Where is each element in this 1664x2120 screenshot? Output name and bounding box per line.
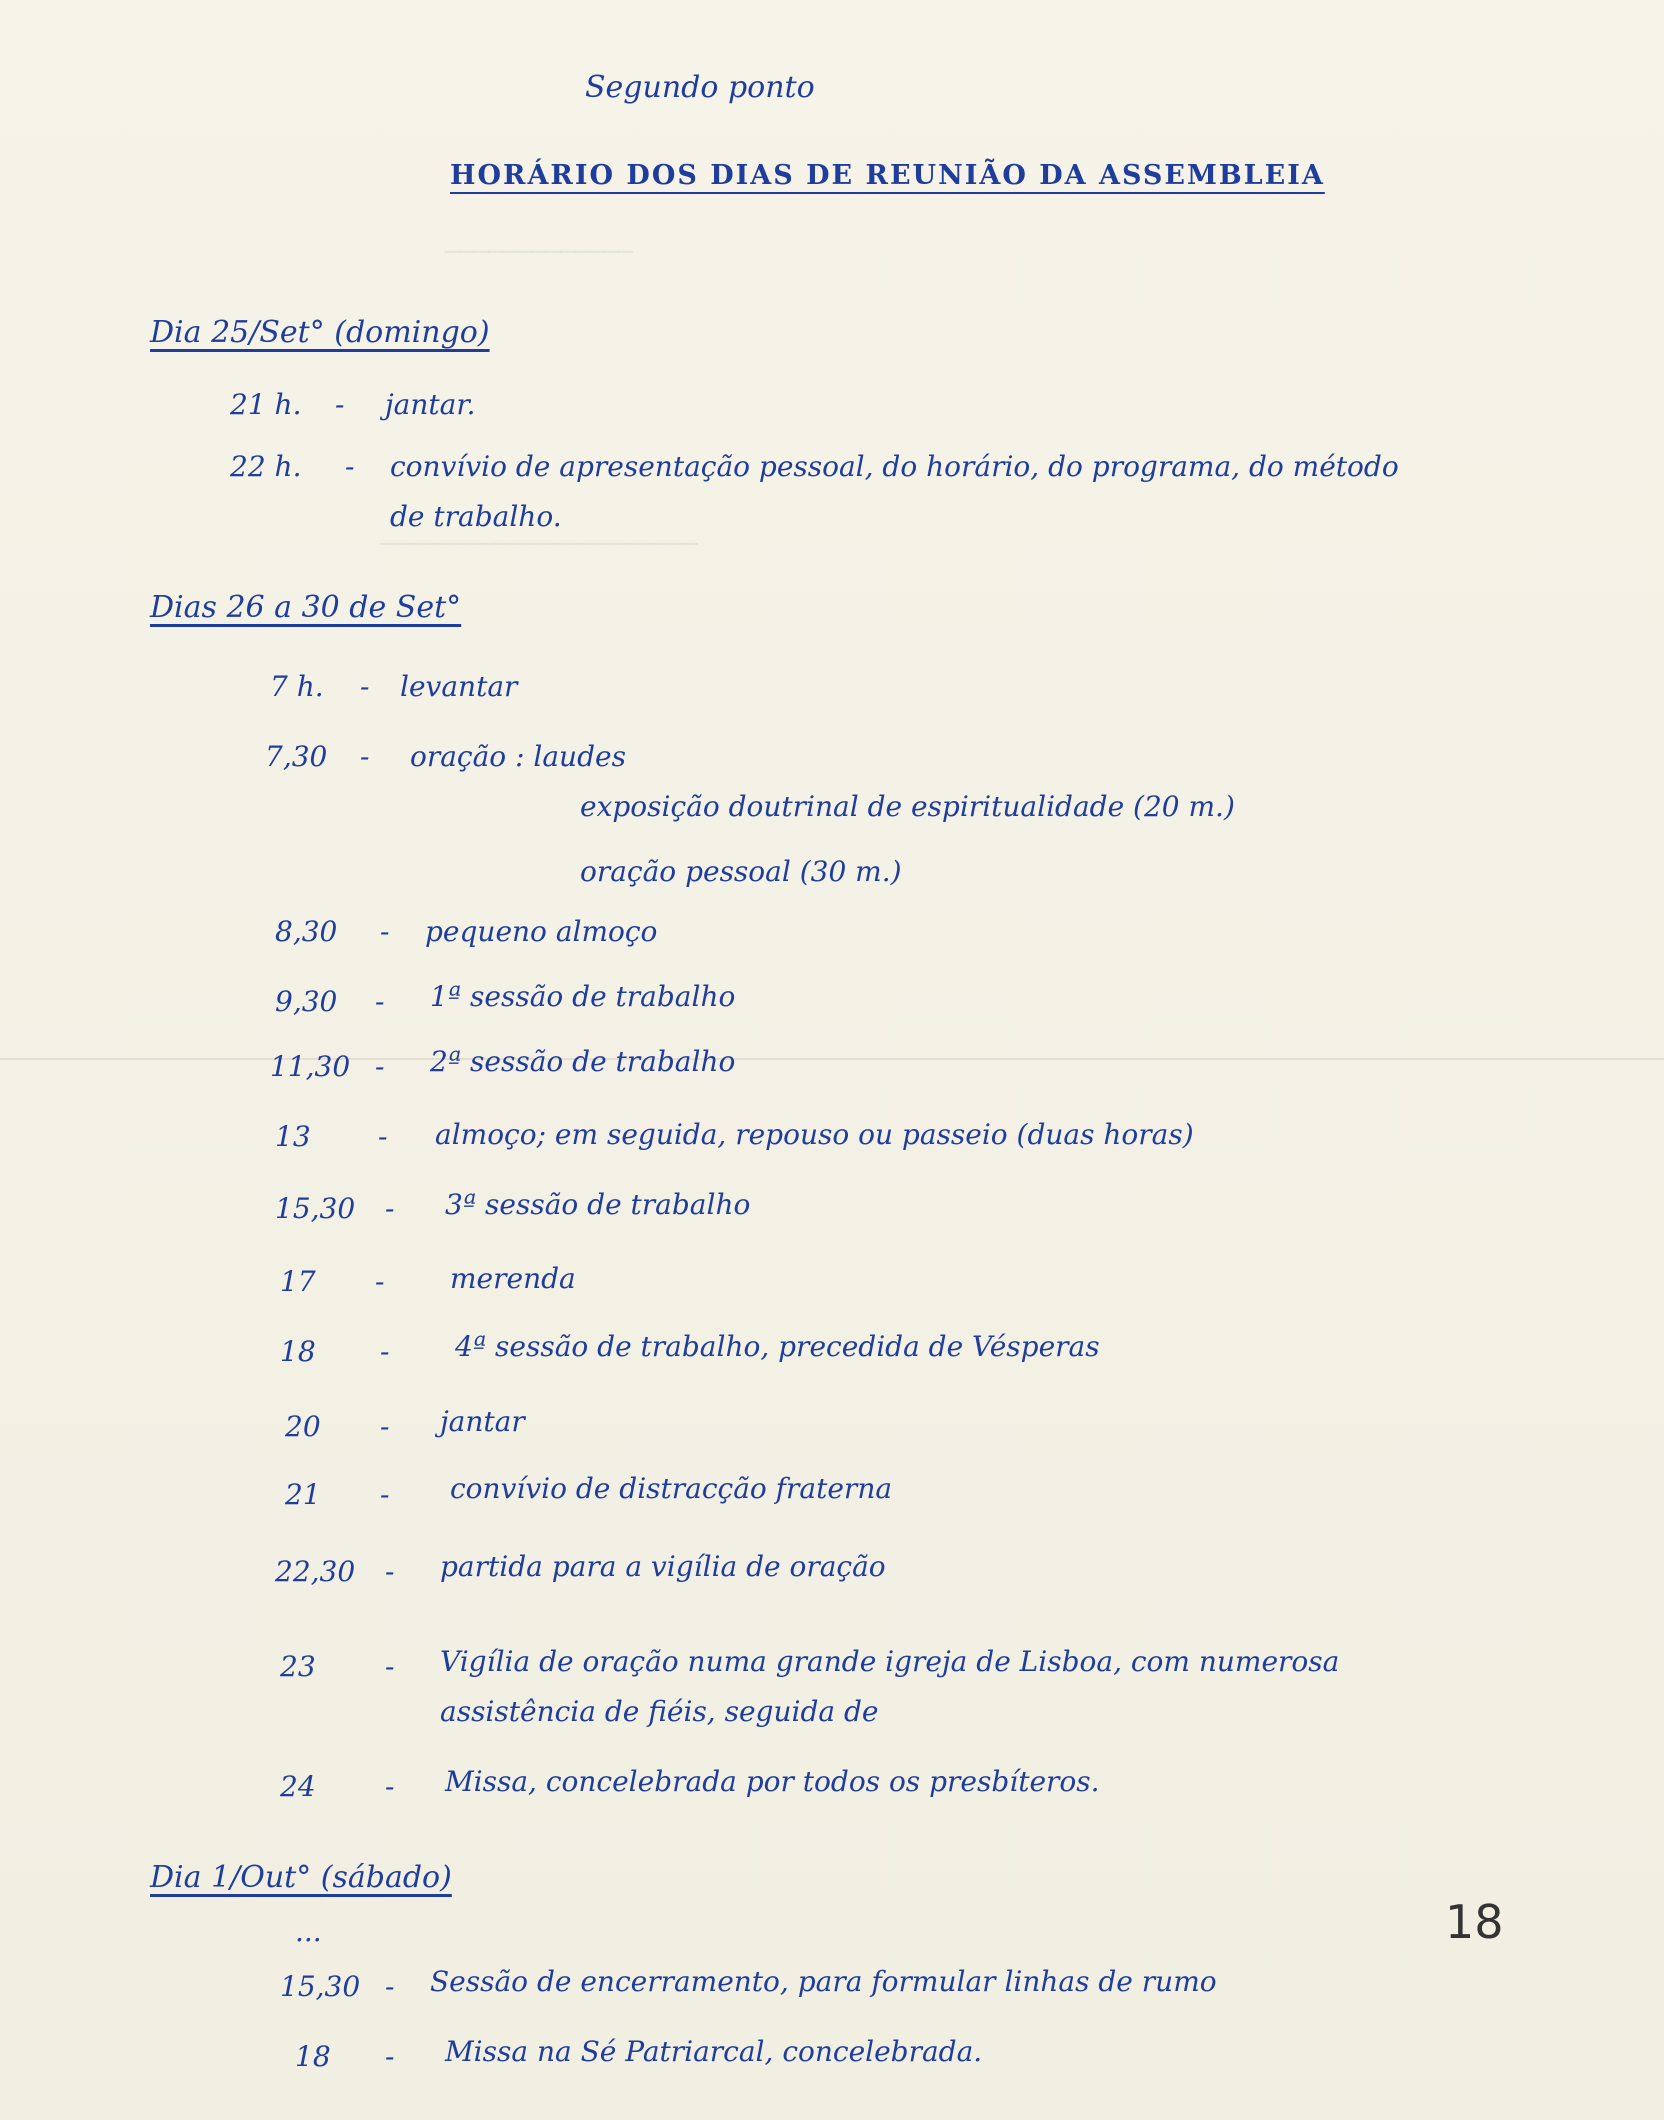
dash: - — [385, 1970, 395, 2003]
section-heading: Dias 26 a 30 de Set° — [150, 590, 462, 625]
dash: - — [380, 1410, 390, 1443]
schedule-entry: Sessão de encerramento, para formular linhas de rumo — [430, 1965, 1217, 1998]
time-label: 22 h. — [230, 450, 302, 483]
time-label: 18 — [295, 2040, 331, 2073]
time-label: 24 — [280, 1770, 316, 1803]
schedule-entry: Missa na Sé Patriarcal, concelebrada. — [445, 2035, 983, 2068]
schedule-entry: jantar — [440, 1405, 525, 1438]
schedule-entry: 1ª sessão de trabalho — [430, 980, 736, 1013]
schedule-entry: almoço; em seguida, repouso ou passeio (duas horas) — [435, 1118, 1194, 1151]
time-label: 13 — [275, 1120, 311, 1153]
schedule-entry: 4ª sessão de trabalho, precedida de Vésperas — [455, 1330, 1100, 1363]
schedule-entry: convívio de apresentação pessoal, do horário, do programa, do método — [390, 450, 1399, 483]
dash: - — [378, 1120, 388, 1153]
schedule-entry: jantar. — [385, 388, 476, 421]
schedule-entry-continuation: exposição doutrinal de espiritualidade (20 m.) — [580, 790, 1235, 823]
bleed-through-text: ────────────────────── — [380, 530, 698, 558]
page-subtitle: Segundo ponto — [585, 70, 815, 105]
page-title: HORÁRIO DOS DIAS DE REUNIÃO DA ASSEMBLEIA — [450, 160, 1325, 191]
dash: - — [385, 1770, 395, 1803]
time-label: 15,30 — [275, 1192, 356, 1225]
dash: - — [385, 1650, 395, 1683]
schedule-entry: merenda — [450, 1262, 576, 1295]
time-label: 7 h. — [270, 670, 324, 703]
schedule-entry: pequeno almoço — [425, 915, 658, 948]
paper-fold — [0, 1058, 1664, 1060]
schedule-entry: Missa, concelebrada por todos os presbíteros. — [445, 1765, 1100, 1798]
time-label: 9,30 — [275, 985, 338, 1018]
dash: - — [360, 670, 370, 703]
time-label: 17 — [280, 1265, 316, 1298]
dash: - — [380, 915, 390, 948]
time-label: 21 h. — [230, 388, 302, 421]
time-label: 18 — [280, 1335, 316, 1368]
dash: - — [385, 1192, 395, 1225]
section-heading: Dia 25/Set° (domingo) — [150, 315, 490, 350]
schedule-entry: convívio de distracção fraterna — [450, 1472, 893, 1505]
time-label: 11,30 — [270, 1050, 351, 1083]
dash: - — [375, 1265, 385, 1298]
dash: - — [335, 388, 345, 421]
time-label: 15,30 — [280, 1970, 361, 2003]
dash: - — [360, 740, 370, 773]
dash: - — [375, 1050, 385, 1083]
time-label: 22,30 — [275, 1555, 356, 1588]
schedule-entry: partida para a vigília de oração — [440, 1550, 886, 1583]
schedule-entry: 2ª sessão de trabalho — [430, 1045, 736, 1078]
section-heading: Dia 1/Out° (sábado) — [150, 1860, 452, 1895]
time-label: 21 — [285, 1478, 321, 1511]
schedule-entry-continuation: de trabalho. — [390, 500, 562, 533]
dash: - — [345, 450, 355, 483]
dash: - — [375, 985, 385, 1018]
dash: - — [385, 1555, 395, 1588]
time-label: 20 — [285, 1410, 321, 1443]
time-label: 7,30 — [265, 740, 328, 773]
page-number: 18 — [1445, 1895, 1504, 1949]
dash: - — [380, 1335, 390, 1368]
schedule-entry-continuation: oração pessoal (30 m.) — [580, 855, 902, 888]
dash: - — [385, 2040, 395, 2073]
bleed-through-text: ───────────── — [445, 238, 633, 266]
schedule-entry-continuation: assistência de fiéis, seguida de — [440, 1695, 879, 1728]
dash: - — [380, 1478, 390, 1511]
schedule-entry: Vigília de oração numa grande igreja de Lisboa, com numerosa — [440, 1645, 1340, 1678]
time-label: 23 — [280, 1650, 316, 1683]
time-label: 8,30 — [275, 915, 338, 948]
schedule-entry: oração : laudes — [410, 740, 626, 773]
schedule-entry: levantar — [400, 670, 518, 703]
schedule-entry: 3ª sessão de trabalho — [445, 1188, 751, 1221]
ellipsis: ... — [295, 1915, 322, 1948]
